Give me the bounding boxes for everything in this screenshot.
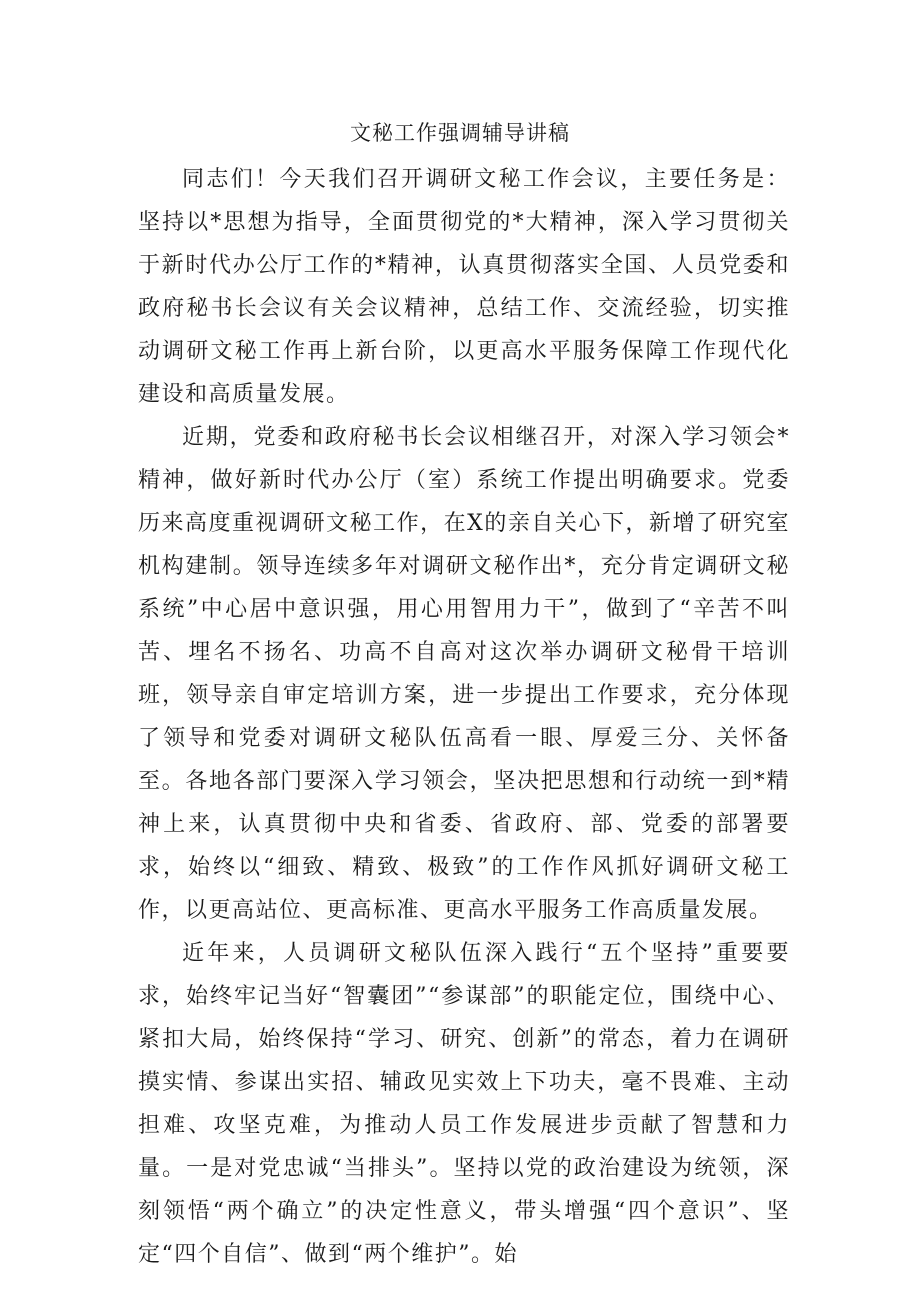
paragraph-recent-years: 近年来，人员调研文秘队伍深入践行“五个坚持”重要要求，始终牢记当好“智囊团”“参谋部”的职能定位，围绕中心、紧扣大局，始终保持“学习、研究、创新”的常态，着力在调研摸实情、参谋出实招、辅政见实效上下功夫，毫不畏难、主动担难、攻坚克难，为推动人员工作发展进步贡献了智慧和力量。一是对党忠诚“当排头”。坚持以党的政治建设为统领，深刻领悟“两个确立”的决定性意义，带头增强“四个意识”、坚定“四个自信”、做到“两个维护”。始 — [138, 941, 790, 1267]
paragraph-recent-meetings: 近期，党委和政府秘书长会议相继召开，对深入学习领会*精神，做好新时代办公厅（室）系统工作提出明确要求。党委历来高度重视调研文秘工作，在X的亲自关心下，新增了研究室机构建制。领导连续多年对调研文秘作出*，充分肯定调研文秘系统”中心居中意识强，用心用智用力干”，做到了“辛苦不叫苦、埋名不扬名、功高不自高对这次举办调研文秘骨干培训班，领导亲自审定培训方案，进一步提出工作要求，充分体现了领导和党委对调研文秘队伍高看一眼、厚爱三分、关怀备至。各地各部门要深入学习领会，坚决把思想和行动统一到*精神上来，认真贯彻中央和省委、省政府、部、党委的部署要求，始终以“细致、精致、极致”的工作作风抓好调研文秘工作，以更高站位、更高标准、更高水平服务工作高质量发展。 — [138, 425, 790, 923]
document-body — [138, 158, 790, 1276]
paragraph-opening: 同志们！今天我们召开调研文秘工作会议，主要任务是：坚持以*思想为指导，全面贯彻党的*大精神，深入学习贯彻关于新时代办公厅工作的*精神，认真贯彻落实全国、人员党委和政府秘书长会议有关会议精神，总结工作、交流经验，切实推动调研文秘工作再上新台阶，以更高水平服务保障工作现代化建设和高质量发展。 — [138, 167, 790, 407]
document-title: 文秘工作强调辅导讲稿 — [350, 121, 570, 145]
